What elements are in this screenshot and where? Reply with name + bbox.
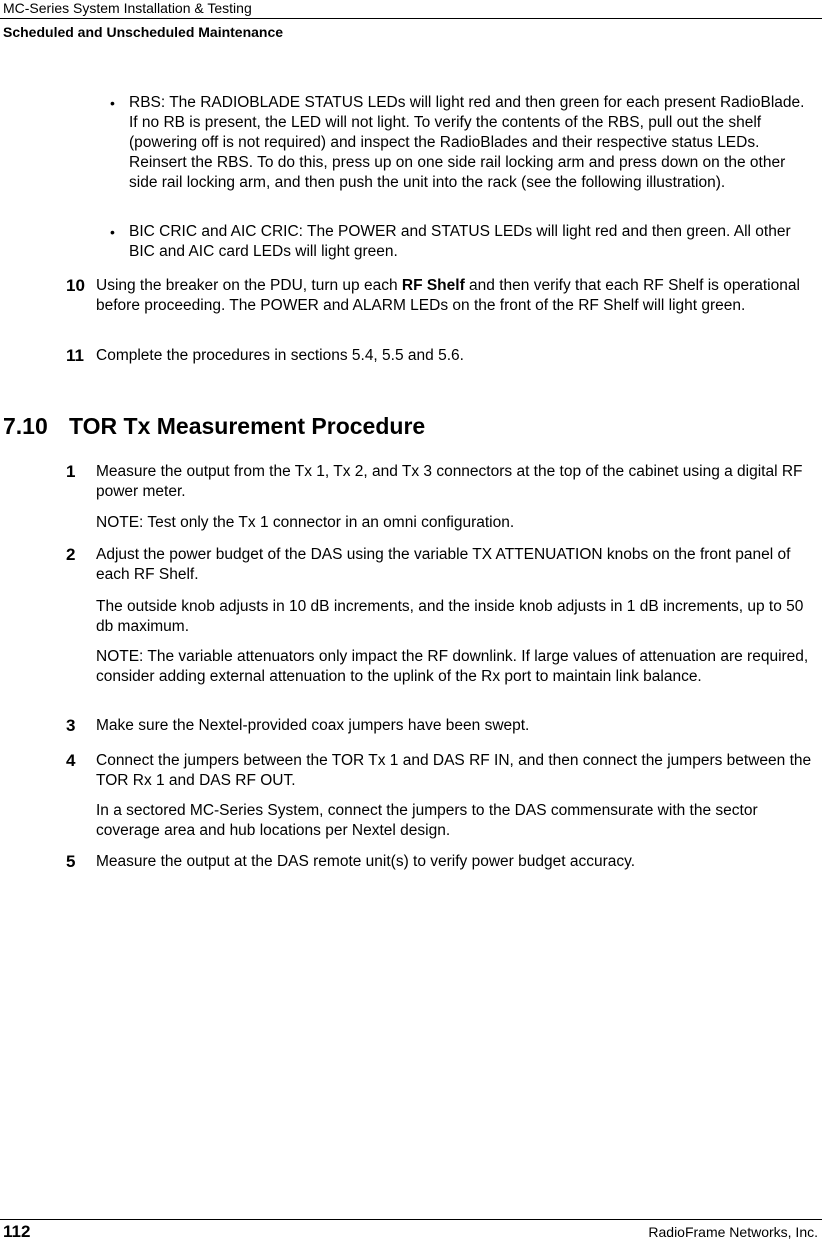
step-number: 1 [66, 462, 76, 481]
step-note: The outside knob adjusts in 10 dB increments, and the inside knob adjusts in 1 dB increments, up to 50 db maximum. [96, 598, 804, 635]
page-number: 112 [3, 1222, 31, 1241]
header-divider [0, 18, 822, 19]
step-note: In a sectored MC-Series System, connect the jumpers to the DAS commensurate with the sector coverage area and hub locations per Nextel design. [96, 802, 758, 839]
footer-divider [0, 1219, 822, 1220]
section-title: TOR Tx Measurement Procedure [69, 413, 426, 439]
section-heading [3, 412, 425, 440]
step-number: 10 [66, 276, 85, 295]
bullet-item-bic-cric: BIC CRIC and AIC CRIC: The POWER and STATUS LEDs will light red and then green. All other BIC and AIC card LEDs will light green. [129, 223, 791, 260]
running-header-title: MC-Series System Installation & Testing [3, 0, 252, 16]
step-text-complete-procedures: Complete the procedures in sections 5.4, 5.5 and 5.6. [96, 347, 464, 364]
step-text: Connect the jumpers between the TOR Tx 1 and DAS RF IN, and then connect the jumpers between the TOR Rx 1 and DAS RF OUT. [96, 752, 812, 789]
bullet-icon: • [110, 224, 115, 240]
step-number: 2 [66, 545, 76, 564]
section-number: 7.10 [3, 413, 48, 439]
step-number: 11 [66, 346, 84, 365]
running-header-subtitle: Scheduled and Unscheduled Maintenance [3, 24, 284, 40]
step-number: 4 [66, 751, 76, 770]
step-number: 3 [66, 716, 76, 735]
step-text-rf-shelf [96, 276, 812, 316]
bullet-icon: • [110, 95, 115, 111]
step-text: Make sure the Nextel-provided coax jumpers have been swept. [96, 717, 530, 734]
step-text-part: and then verify that each RF Shelf is operational before proceeding. The POWER and ALARM LEDs on the front of the RF Shelf will light green. [96, 277, 800, 314]
step-note: NOTE: Test only the Tx 1 connector in an omni configuration. [96, 514, 515, 531]
step-text: Measure the output from the Tx 1, Tx 2, and Tx 3 connectors at the top of the cabinet using a digital RF power meter. [96, 463, 803, 500]
step-text-part: Using the breaker on the PDU, turn up each [96, 277, 402, 294]
footer-company: RadioFrame Networks, Inc. [648, 1224, 818, 1240]
rf-shelf-bold: RF Shelf [401, 277, 465, 294]
step-note: NOTE: The variable attenuators only impact the RF downlink. If large values of attenuation are required, consider adding external attenuation to the uplink of the Rx port to maintain link balance. [96, 648, 809, 685]
bullet-item-rbs: RBS: The RADIOBLADE STATUS LEDs will light red and then green for each present RadioBlade. If no RB is present, the LED will not light. To verify the contents of the RBS, pull out the shelf (powering off is not required) and inspect the RadioBlades and their respective status LEDs. Reinsert the RBS. To do this, press up on one side rail locking arm and press down on the other side rail locking arm, and then push the unit into the rack (see the following illustration). [129, 94, 805, 191]
step-text: Measure the output at the DAS remote unit(s) to verify power budget accuracy. [96, 853, 636, 870]
step-text: Adjust the power budget of the DAS using the variable TX ATTENUATION knobs on the front panel of each RF Shelf. [96, 546, 791, 583]
step-number: 5 [66, 852, 76, 871]
